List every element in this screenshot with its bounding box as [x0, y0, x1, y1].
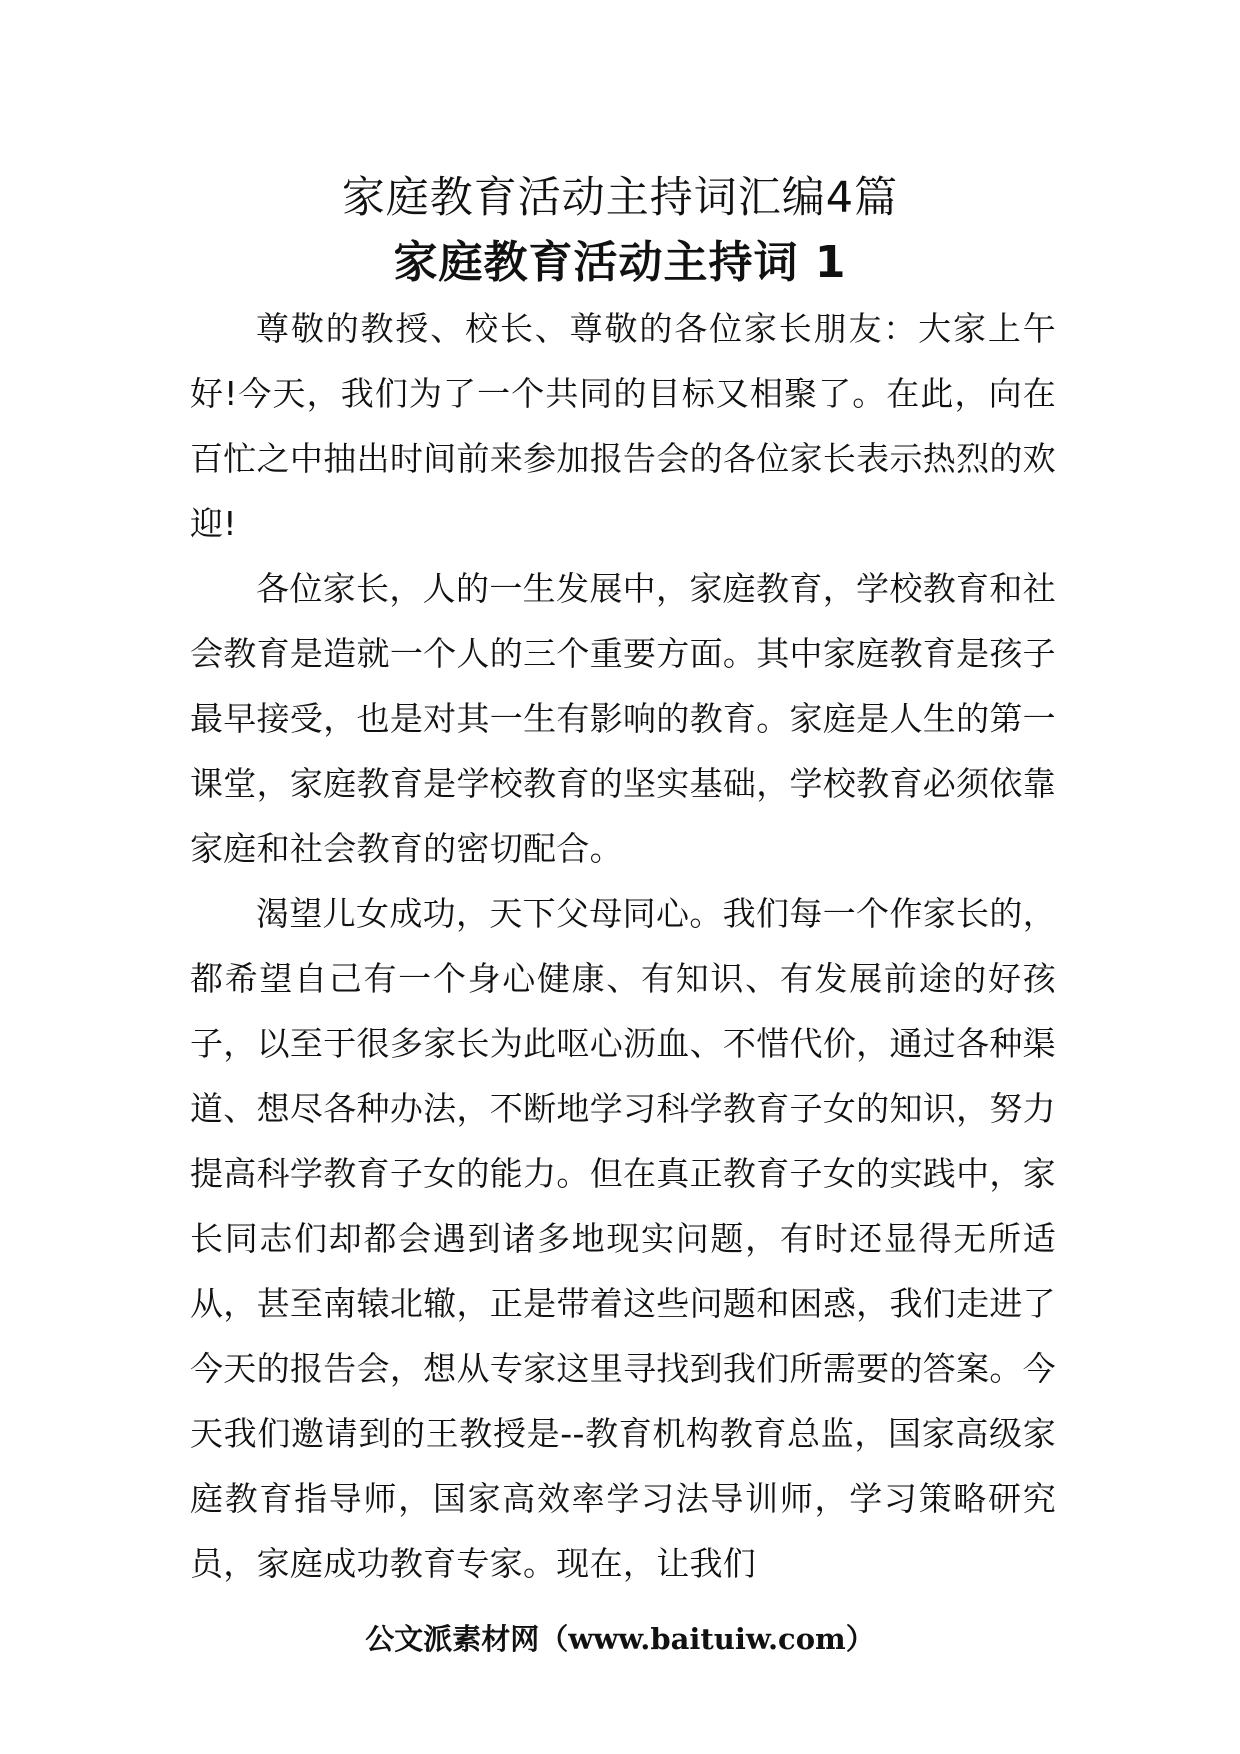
footer-watermark: 公文派素材网（www.baituiw.com） [365, 1622, 875, 1656]
paragraph: 尊敬的教授、校长、尊敬的各位家长朋友：大家上午好!今天，我们为了一个共同的目标又相聚了。在此，向在百忙之中抽出时间前来参加报告会的各位家长表示热烈的欢迎! [190, 309, 1056, 543]
document-title: 家庭教育活动主持词汇编4篇 [341, 173, 899, 223]
section-title: 家庭教育活动主持词 1 [393, 237, 847, 288]
document-body [190, 296, 1056, 1596]
paragraph: 各位家长，人的一生发展中，家庭教育，学校教育和社会教育是造就一个人的三个重要方面。其中家庭教育是孩子最早接受，也是对其一生有影响的教育。家庭是人生的第一课堂，家庭教育是学校教育的坚实基础，学校教育必须依靠家庭和社会教育的密切配合。 [190, 569, 1056, 868]
paragraph: 渴望儿女成功，天下父母同心。我们每一个作家长的，都希望自己有一个身心健康、有知识、有发展前途的好孩子，以至于很多家长为此呕心沥血、不惜代价，通过各种渠道、想尽各种办法，不断地学习科学教育子女的知识，努力提高科学教育子女的能力。但在真正教育子女的实践中，家长同志们却都会遇到诸多地现实问题，有时还显得无所适从，甚至南辕北辙，正是带着这些问题和困惑，我们走进了今天的报告会，想从专家这里寻找到我们所需要的答案。今天我们邀请到的王教授是--教育机构教育总监，国家高级家庭教育指导师，国家高效率学习法导训师，学习策略研究员，家庭成功教育专家。现在，让我们 [190, 894, 1056, 1583]
